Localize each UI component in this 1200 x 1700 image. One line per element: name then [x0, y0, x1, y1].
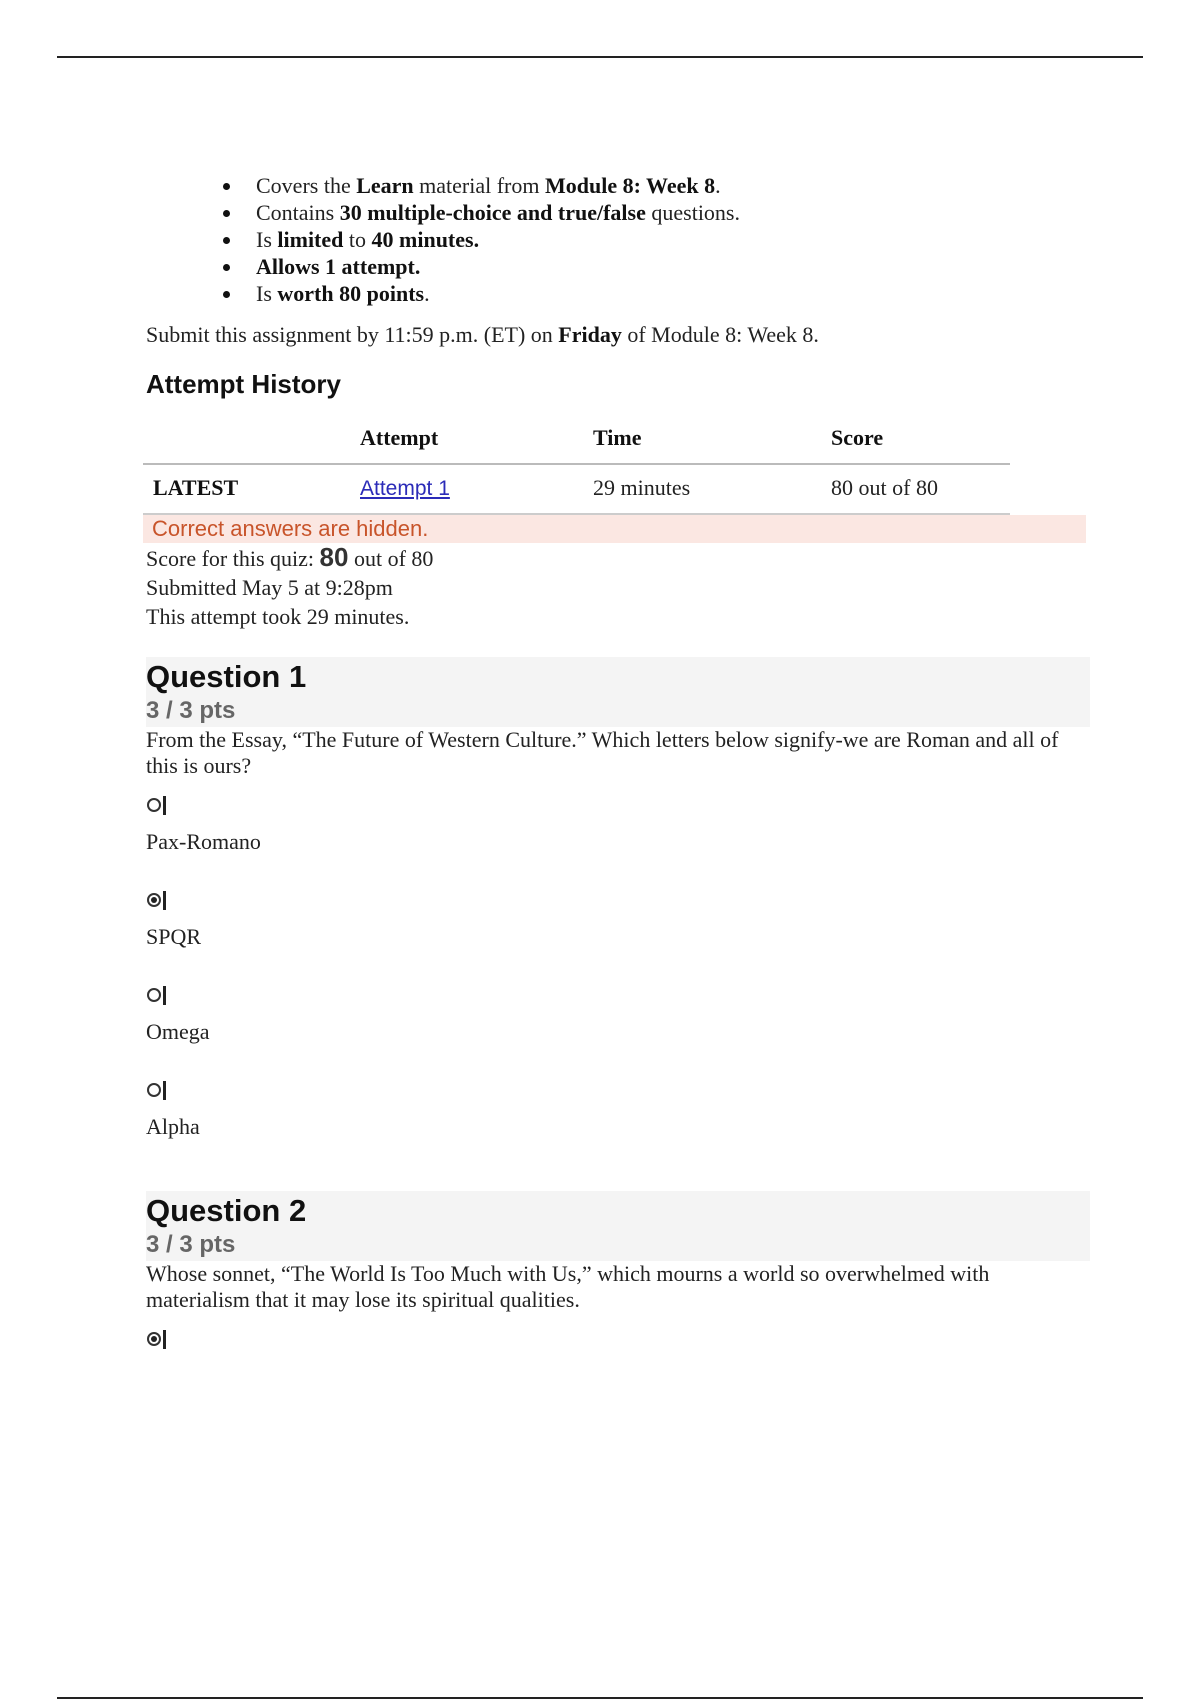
question-1-text: From the Essay, “The Future of Western Culture.” Which letters below signify-we are Roman and all of this is ours?	[146, 727, 1059, 778]
submitted-timestamp: Submitted May 5 at 9:28pm	[146, 575, 393, 600]
answer-option	[146, 795, 1090, 856]
header-time: Time	[583, 415, 821, 464]
submission-deadline: Submit this assignment by 11:59 p.m. (ET) on Friday of Module 8: Week 8.	[146, 322, 819, 347]
radio-checked-icon	[147, 1332, 161, 1346]
radio-button[interactable]	[146, 985, 168, 1007]
detail-item-points: Is worth 80 points.	[256, 280, 1090, 307]
detail-item-time-limit: Is limited to 40 minutes.	[256, 226, 1090, 253]
detail-item-question-count: Contains 30 multiple-choice and true/false questions.	[256, 199, 1090, 226]
question-2-points: 3 / 3 pts	[146, 1231, 236, 1258]
answer-option	[146, 1080, 1090, 1141]
answer-label: SPQR	[146, 924, 202, 949]
question-1-header	[146, 657, 1090, 727]
question-1-title: Question 1	[146, 659, 307, 694]
quiz-score-line: Score for this quiz: 80 out of 80	[146, 542, 434, 572]
question-2-text: Whose sonnet, “The World Is Too Much with Us,” which mourns a world so overwhelmed with materialism that it may lose its spiritual qualities.	[146, 1261, 990, 1312]
header-score: Score	[821, 415, 1010, 464]
attempt-time: 29 minutes	[583, 464, 821, 514]
radio-button[interactable]	[146, 1080, 168, 1102]
attempt-status: LATEST	[143, 464, 350, 514]
header-attempt: Attempt	[350, 415, 583, 464]
table-header-row	[143, 415, 1010, 464]
radio-checked-icon	[147, 893, 161, 907]
quiz-summary	[146, 543, 1090, 631]
attempt-cell	[350, 464, 583, 514]
answer-label: Omega	[146, 1019, 210, 1044]
bottom-rule	[57, 1697, 1143, 1699]
quiz-score-value: 80	[319, 542, 349, 572]
detail-item-attempts: Allows 1 attempt.	[256, 253, 1090, 280]
answers-hidden-notice: Correct answers are hidden.	[143, 515, 1086, 543]
answer-label: Pax-Romano	[146, 829, 261, 854]
header-status	[143, 415, 350, 464]
attempt-1-link[interactable]: Attempt 1	[360, 477, 450, 500]
top-rule	[57, 56, 1143, 58]
question-1-points: 3 / 3 pts	[146, 697, 236, 724]
radio-unchecked-icon	[147, 798, 161, 812]
question-2-title: Question 2	[146, 1193, 307, 1228]
answer-option	[146, 890, 1090, 951]
attempt-duration: This attempt took 29 minutes.	[146, 604, 410, 629]
attempt-score: 80 out of 80	[821, 464, 1010, 514]
answer-option	[146, 1329, 1090, 1356]
attempt-history-title: Attempt History	[146, 369, 342, 399]
radio-button[interactable]	[146, 795, 168, 817]
radio-unchecked-icon	[147, 988, 161, 1002]
quiz-details-list	[146, 172, 1090, 307]
detail-item-coverage: Covers the Learn material from Module 8: Week 8.	[256, 172, 1090, 199]
question-2-header	[146, 1191, 1090, 1261]
radio-unchecked-icon	[147, 1083, 161, 1097]
quiz-content	[146, 172, 1090, 1390]
answer-option	[146, 985, 1090, 1046]
table-row	[143, 464, 1010, 514]
attempt-history-table	[143, 415, 1010, 515]
answer-label: Alpha	[146, 1114, 200, 1139]
radio-button-selected[interactable]	[146, 1329, 168, 1351]
radio-button-selected[interactable]	[146, 890, 168, 912]
